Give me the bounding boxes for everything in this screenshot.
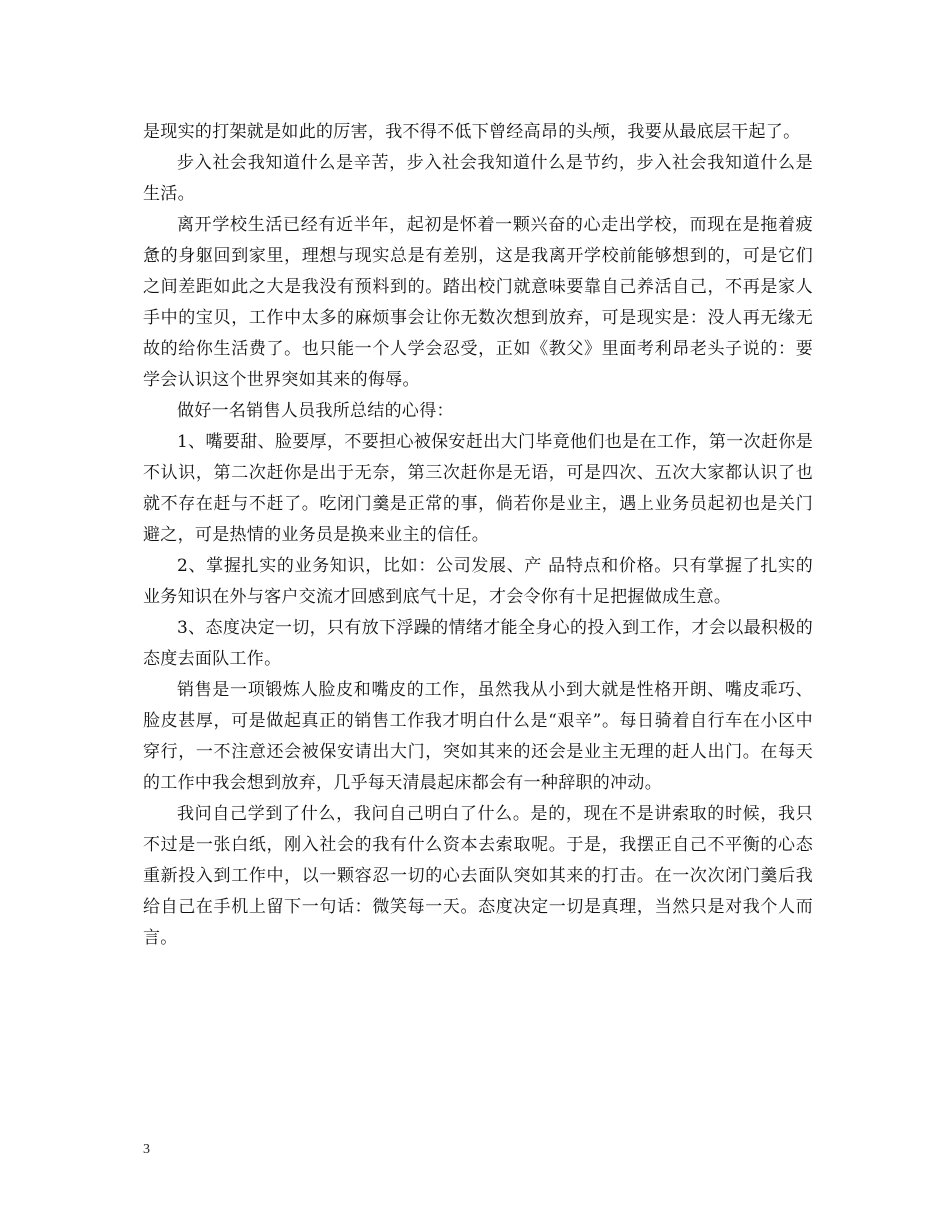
paragraph-4: 做好一名销售人员我所总结的心得： [177, 401, 454, 421]
page-number: 3 [143, 1142, 150, 1157]
paragraph-7: 3、态度决定一切，只有放下浮躁的情绪才能全身心的投入到工作，才会以最积极的态度去面队工作。 [143, 618, 813, 669]
paragraph-6: 2、掌握扎实的业务知识，比如：公司发展、产 品特点和价格。只有掌握了扎实的业务知识在外与客户交流才回感到底气十足，才会令你有十足把握做成生意。 [143, 556, 813, 607]
paragraph-3: 离开学校生活已经有近半年，起初是怀着一颗兴奋的心走出学校，而现在是拖着疲惫的身躯回到家里，理想与现实总是有差别，这是我离开学校前能够想到的，可是它们之间差距如此之大是我没有预料到的。踏出校门就意味要靠自己养活自己，不再是家人手中的宝贝，工作中太多的麻烦事会让你无数次想到放弃，可是现实是：没人再无缘无故的给你生活费了。也只能一个人学会忍受，正如《教父》里面考利昂老头子说的：要学会认识这个世界突如其来的侮辱。 [143, 215, 813, 390]
paragraph-5: 1、嘴要甜、脸要厚，不要担心被保安赶出大门毕竟他们也是在工作，第一次赶你是不认识，第二次赶你是出于无奈，第三次赶你是无语，可是四次、五次大家都认识了也就不存在赶与不赶了。吃闭门羹是正常的事，倘若你是业主，遇上业务员起初也是关门避之，可是热情的业务员是换来业主的信任。 [143, 432, 813, 545]
body-text [143, 117, 813, 954]
paragraph-9: 我问自己学到了什么，我问自己明白了什么。是的，现在不是讲索取的时候，我只不过是一张白纸，刚入社会的我有什么资本去索取呢。于是，我摆正自己不平衡的心态重新投入到工作中，以一颗容忍一切的心去面队突如其来的打击。在一次次闭门羹后我给自己在手机上留下一句话：微笑每一天。态度决定一切是真理，当然只是对我个人而言。 [143, 804, 813, 948]
paragraph-8: 销售是一项锻炼人脸皮和嘴皮的工作，虽然我从小到大就是性格开朗、嘴皮乖巧、脸皮甚厚，可是做起真正的销售工作我才明白什么是“艰辛”。每日骑着自行车在小区中穿行，一不注意还会被保安请出大门，突如其来的还会是业主无理的赶人出门。在每天的工作中我会想到放弃，几乎每天清晨起床都会有一种辞职的冲动。 [143, 680, 813, 793]
paragraph-2: 步入社会我知道什么是辛苦，步入社会我知道什么是节约，步入社会我知道什么是生活。 [143, 153, 813, 204]
paragraph-1: 是现实的打架就是如此的厉害，我不得不低下曾经高昂的头颅，我要从最底层干起了。 [143, 122, 801, 142]
